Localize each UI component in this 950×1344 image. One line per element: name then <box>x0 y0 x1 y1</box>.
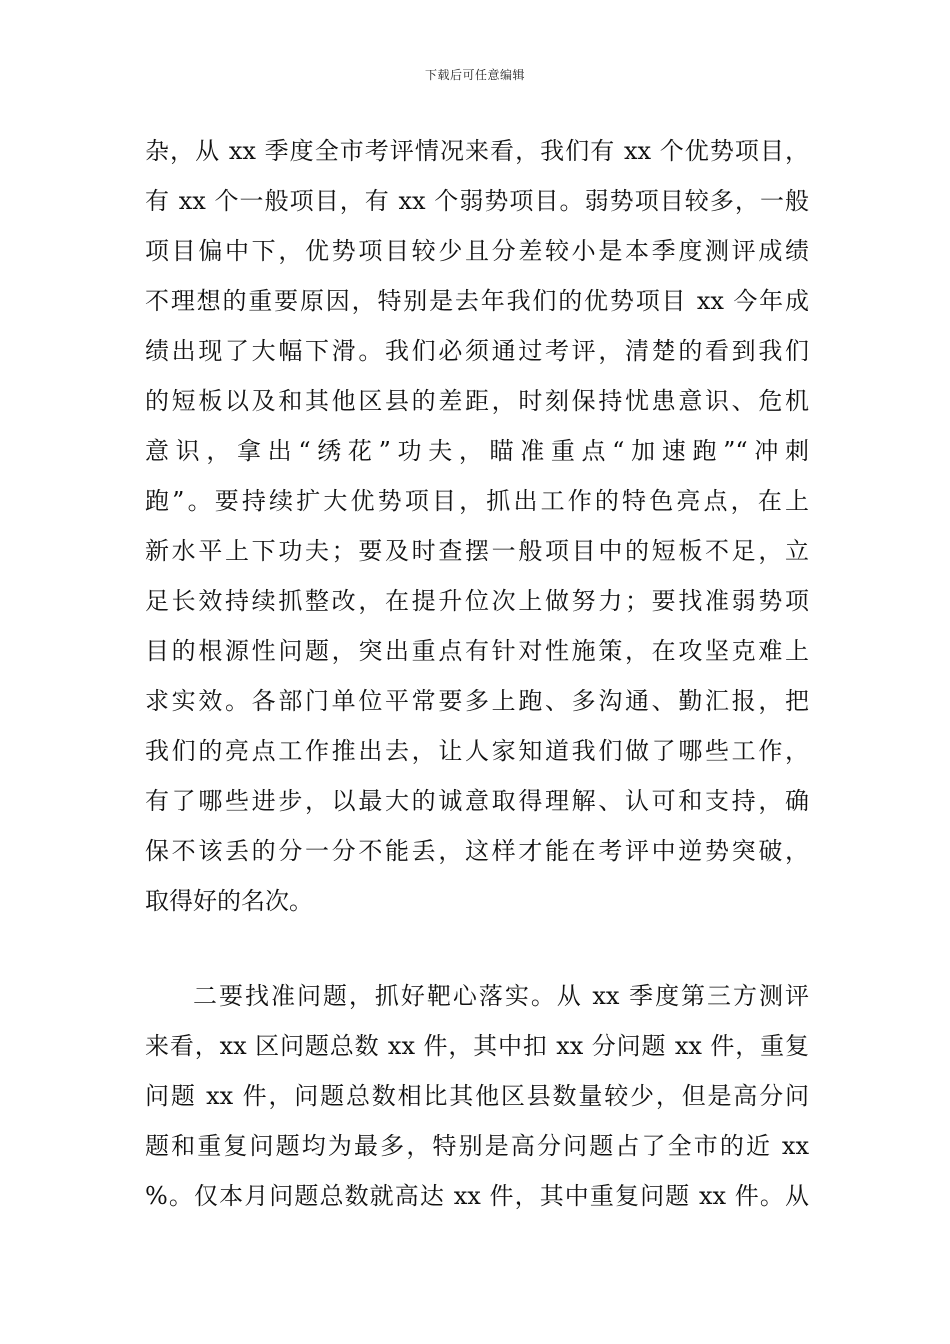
paragraph-line: 问题 xx 件，问题总数相比其他区县数量较少，但是高分问 <box>145 1082 809 1110</box>
paragraph-line: 新水平上下功夫；要及时查摆一般项目中的短板不足，立 <box>145 537 809 565</box>
paragraph-line: 跑”。要持续扩大优势项目，抓出工作的特色亮点，在上 <box>145 487 809 515</box>
paragraph-line: 我们的亮点工作推出去，让人家知道我们做了哪些工作， <box>145 737 809 765</box>
paragraph-line: 取得好的名次。 <box>145 887 313 915</box>
paragraph-line: %。仅本月问题总数就高达 xx 件，其中重复问题 xx 件。从 <box>145 1182 809 1210</box>
paragraph-line: 不理想的重要原因，特别是去年我们的优势项目 xx 今年成 <box>145 287 809 315</box>
paragraph-line: 项目偏中下，优势项目较少且分差较小是本季度测评成绩 <box>145 237 809 265</box>
paragraph-line: 绩出现了大幅下滑。我们必须通过考评，清楚的看到我们 <box>145 337 809 365</box>
paragraph-line: 意识，拿出“绣花”功夫，瞄准重点“加速跑”“冲刺 <box>145 437 809 465</box>
paragraph-line: 求实效。各部门单位平常要多上跑、多沟通、勤汇报，把 <box>145 687 809 715</box>
paragraph-line: 来看，xx 区问题总数 xx 件，其中扣 xx 分问题 xx 件，重复 <box>145 1032 809 1060</box>
paragraph-1 <box>145 126 809 926</box>
paragraph-line: 目的根源性问题，突出重点有针对性施策，在攻坚克难上 <box>145 637 809 665</box>
paragraph-line: 二要找准问题，抓好靶心落实。从 xx 季度第三方测评 <box>193 982 809 1010</box>
paragraph-line: 有 xx 个一般项目，有 xx 个弱势项目。弱势项目较多，一般 <box>145 187 809 215</box>
paragraph-line: 足长效持续抓整改，在提升位次上做努力；要找准弱势项 <box>145 587 809 615</box>
paragraph-line: 的短板以及和其他区县的差距，时刻保持忧患意识、危机 <box>145 387 809 415</box>
paragraph-line: 杂，从 xx 季度全市考评情况来看，我们有 xx 个优势项目， <box>145 137 809 165</box>
paragraph-line: 有了哪些进步，以最大的诚意取得理解、认可和支持，确 <box>145 787 809 815</box>
paragraph-2 <box>145 971 809 1221</box>
paragraph-line: 保不该丢的分一分不能丢，这样才能在考评中逆势突破， <box>145 837 809 865</box>
page-header: 下载后可任意编辑 <box>424 68 525 82</box>
paragraph-line: 题和重复问题均为最多，特别是高分问题占了全市的近 xx <box>145 1132 809 1160</box>
